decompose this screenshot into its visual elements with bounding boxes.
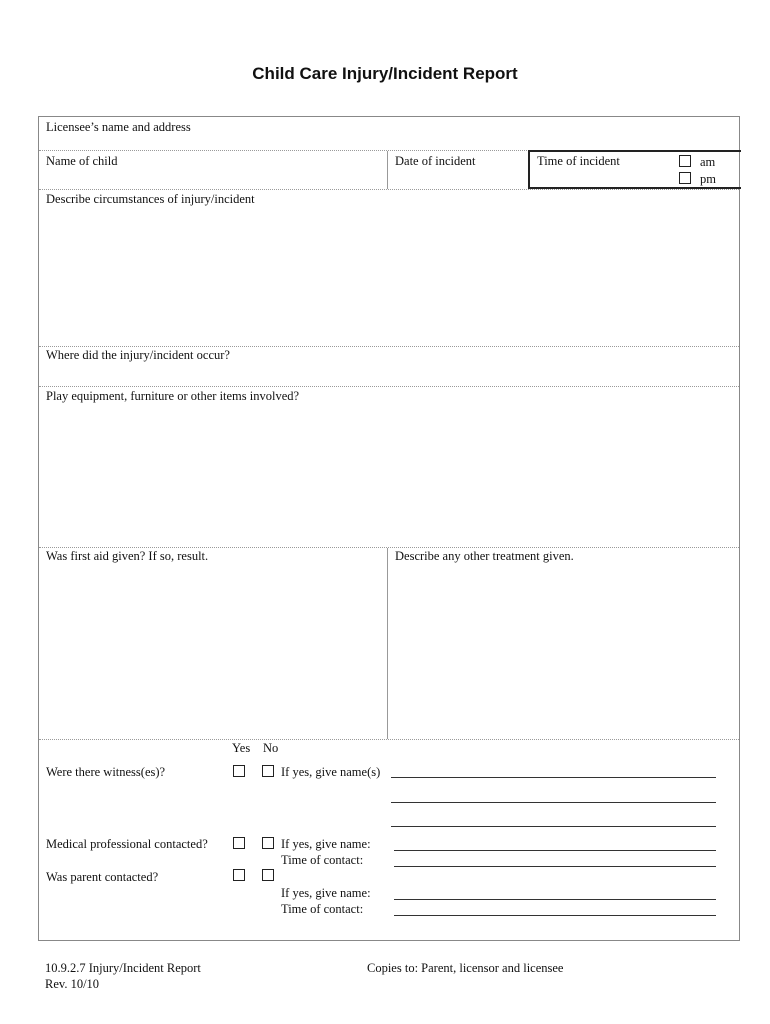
witnesses-yes-checkbox[interactable] [233, 765, 245, 777]
equipment-label: Play equipment, furniture or other items involved? [46, 389, 300, 403]
am-checkbox[interactable] [679, 155, 691, 167]
first-aid-label: Was first aid given? If so, result. [46, 549, 209, 563]
medical-label: Medical professional contacted? [46, 837, 208, 851]
parent-time-line[interactable] [394, 915, 716, 916]
parent-label: Was parent contacted? [46, 870, 159, 884]
pm-checkbox[interactable] [679, 172, 691, 184]
circumstances-field[interactable] [39, 190, 741, 345]
form-code: 10.9.2.7 Injury/Incident Report [45, 961, 201, 975]
page-title: Child Care Injury/Incident Report [252, 64, 518, 83]
witnesses-label: Were there witness(es)? [46, 765, 166, 779]
other-treatment-label: Describe any other treatment given. [395, 549, 574, 563]
parent-name-line[interactable] [394, 899, 716, 900]
witness-names-line[interactable] [391, 777, 716, 778]
first-aid-field[interactable] [39, 548, 386, 738]
medical-name-label: If yes, give name: [281, 837, 371, 851]
medical-name-line[interactable] [394, 850, 716, 851]
parent-name-label: If yes, give name: [281, 886, 371, 900]
child-name-label: Name of child [46, 154, 118, 168]
licensee-field[interactable] [39, 117, 741, 150]
other-treatment-field[interactable] [388, 548, 740, 738]
medical-time-label: Time of contact: [281, 853, 364, 867]
medical-yes-checkbox[interactable] [233, 837, 245, 849]
medical-time-line[interactable] [394, 866, 716, 867]
pm-label: pm [700, 172, 716, 186]
date-of-incident-label: Date of incident [395, 154, 476, 168]
licensee-label: Licensee’s name and address [46, 120, 191, 134]
where-occurred-label: Where did the injury/incident occur? [46, 348, 230, 362]
no-header: No [263, 741, 279, 755]
witness-names-line[interactable] [391, 802, 716, 803]
witness-names-label: If yes, give name(s) [281, 765, 381, 779]
medical-no-checkbox[interactable] [262, 837, 274, 849]
parent-time-label: Time of contact: [281, 902, 364, 916]
parent-no-checkbox[interactable] [262, 869, 274, 881]
circumstances-label: Describe circumstances of injury/incident [46, 192, 255, 206]
where-occurred-field[interactable] [39, 347, 741, 385]
revision: Rev. 10/10 [45, 977, 100, 991]
child-name-field[interactable] [39, 151, 386, 189]
equipment-field[interactable] [39, 387, 741, 546]
time-of-incident-box [528, 150, 741, 189]
witness-names-line[interactable] [391, 826, 716, 827]
time-of-incident-label: Time of incident [537, 154, 620, 168]
am-label: am [700, 155, 716, 169]
incident-form [38, 116, 740, 941]
date-of-incident-field[interactable] [388, 151, 527, 189]
copies-note: Copies to: Parent, licensor and licensee [367, 961, 564, 975]
witnesses-no-checkbox[interactable] [262, 765, 274, 777]
parent-yes-checkbox[interactable] [233, 869, 245, 881]
yes-header: Yes [232, 741, 251, 755]
divider [39, 739, 739, 740]
